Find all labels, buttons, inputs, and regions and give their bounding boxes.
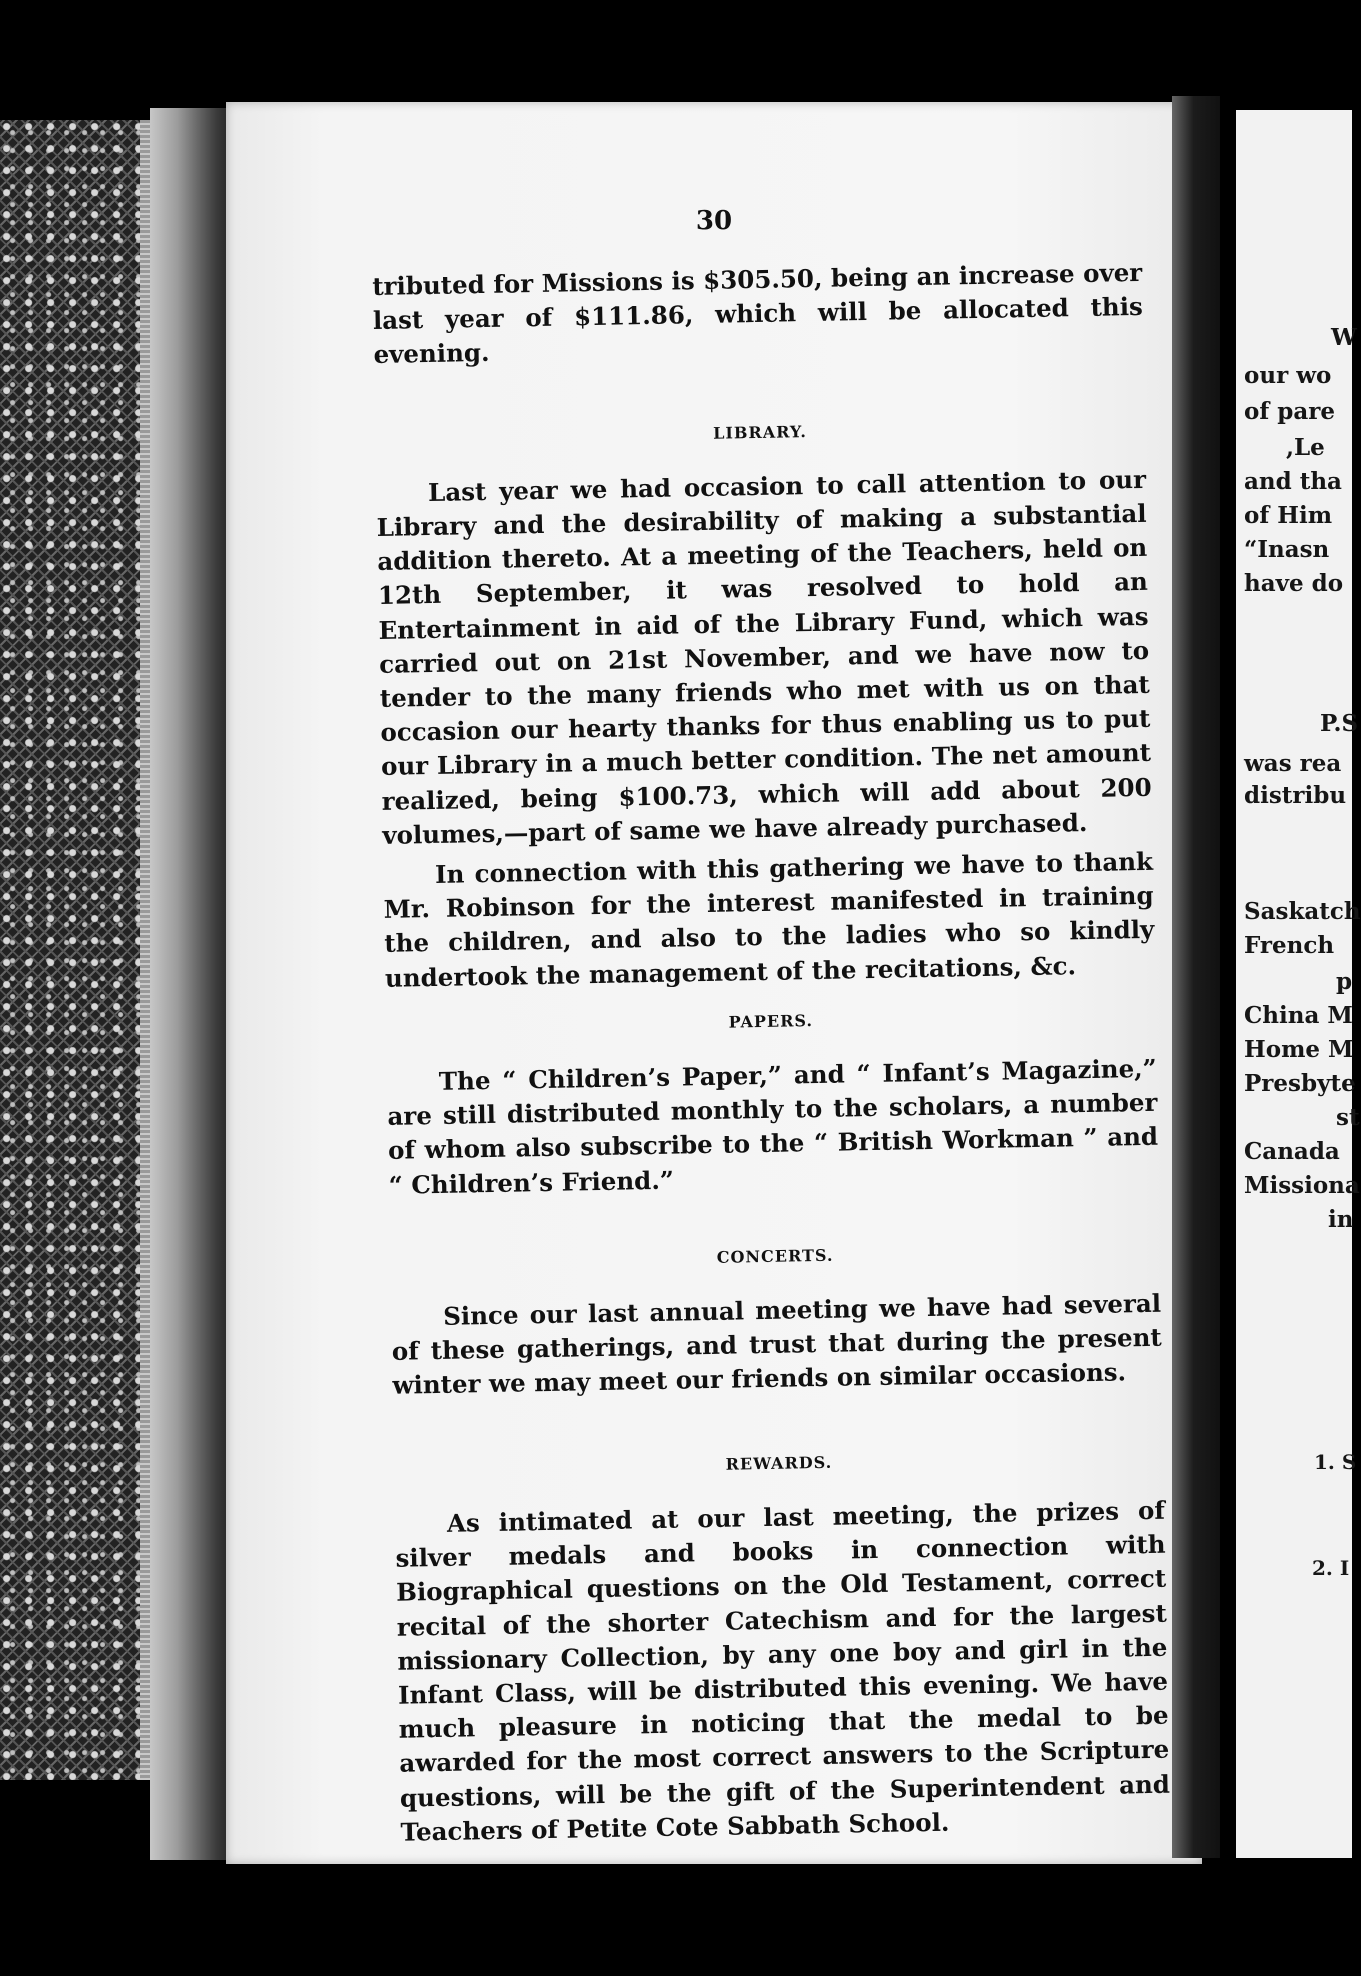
facing-fragment: of pare	[1244, 398, 1335, 425]
heading-rewards: REWARDS.	[725, 1452, 833, 1474]
page-number: 30	[695, 206, 733, 236]
facing-fragment: st	[1336, 1104, 1360, 1131]
gutter-shadow	[1172, 96, 1220, 1858]
facing-fragment: P.S	[1320, 710, 1359, 737]
facing-fragment: China M	[1244, 1002, 1353, 1029]
facing-page-edge	[1236, 110, 1361, 1858]
facing-fragment: Presbyte	[1244, 1070, 1356, 1097]
lace-tablecloth-background	[0, 120, 140, 1780]
facing-fragment: “Inasn	[1244, 536, 1330, 563]
heading-library: LIBRARY.	[713, 421, 808, 443]
facing-fragment: distribu	[1244, 782, 1347, 809]
facing-fragment: ,Le	[1286, 434, 1325, 461]
library-paragraph-1: Last year we had occasion to call attention to our Library and the desirability of making a substantial addition thereto. At a meeting of the Teachers, held on 12th September, it was resolved to hold an Entertainment in aid of the Library Fund, which was carried out on 21st November, and we have now to tender to the many friends who met with us on that occasion our hearty thanks for thus enabling us to put our Library in a much better condition. The net amount realized, being $100.73, which will add about 200 volumes,—part of same we have already purchased.	[376, 464, 1152, 850]
page-text-body	[372, 256, 1171, 1850]
facing-fragment: Saskatch	[1244, 898, 1361, 925]
book-spine-edge	[150, 108, 228, 1860]
facing-fragment: W	[1331, 324, 1357, 351]
facing-fragment: of Him	[1244, 502, 1333, 529]
facing-fragment: p	[1336, 968, 1353, 995]
library-paragraph-2: In connection with this gathering we have to thank Mr. Robinson for the interest manifested in training the children, and also to the ladies who so kindly undertook the management of the recitations, &c.	[383, 846, 1155, 993]
facing-fragment: 2. I	[1312, 1556, 1350, 1580]
concerts-paragraph: Since our last annual meeting we have had several of these gatherings, and trust that during the present winter we may meet our friends on similar occasions.	[391, 1288, 1162, 1401]
opening-paragraph: tributed for Missions is $305.50, being an increase over last year of $111.86, which will be allocated this evening.	[372, 257, 1144, 370]
facing-fragment: have do	[1244, 570, 1344, 597]
rewards-paragraph: As intimated at our last meeting, the prizes of silver medals and books in connection with Biographical questions on the Old Testament, correct recital of the shorter Catechism and for the largest missionary Collection, by any one boy and girl in the Infant Class, will be distributed this evening. We have much pleasure in noticing that the medal to be awarded for the most correct answers to the Scripture questions, will be the gift of the Superintendent and Teachers of Petite Cote Sabbath School.	[395, 1495, 1171, 1847]
facing-fragment: Missiona	[1244, 1172, 1360, 1199]
papers-paragraph: The “ Children’s Paper,” and “ Infant’s Magazine,” are still distributed monthly to the scholars, a number of whom also subscribe to the “ British Workman ” and “ Children’s Friend.”	[387, 1053, 1159, 1200]
facing-fragment: Home M	[1244, 1036, 1354, 1063]
facing-fragment: and tha	[1244, 468, 1342, 495]
facing-fragment: our wo	[1244, 362, 1332, 389]
facing-fragment: French	[1244, 932, 1335, 959]
heading-papers: PAPERS.	[728, 1010, 814, 1032]
facing-fragment: in	[1328, 1206, 1354, 1233]
facing-fragment: was rea	[1244, 750, 1342, 777]
heading-concerts: CONCERTS.	[716, 1245, 834, 1267]
facing-fragment: Canada	[1244, 1138, 1340, 1165]
book-page	[226, 102, 1202, 1864]
facing-fragment: 1. S	[1314, 1450, 1357, 1474]
